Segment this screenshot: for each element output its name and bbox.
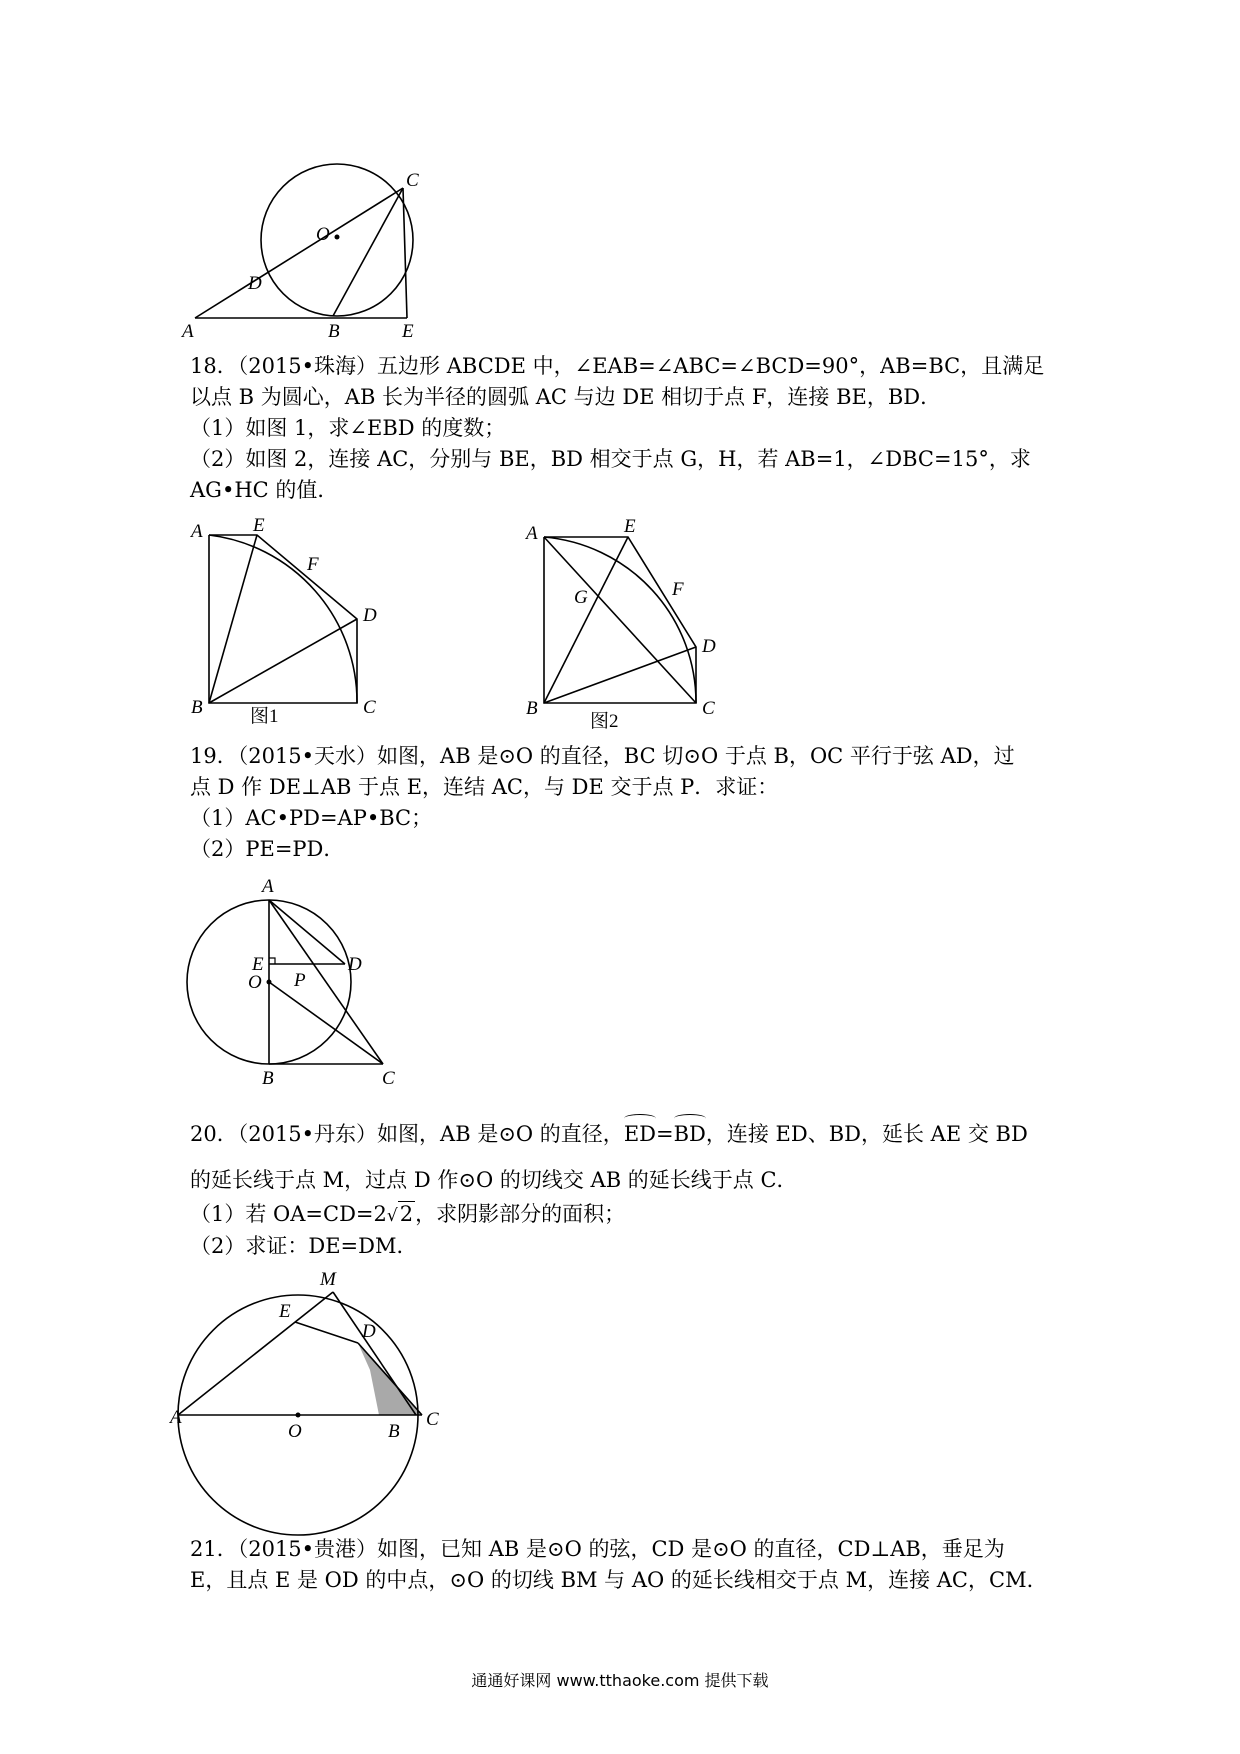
q20-line3-end: ，求阴影部分的面积； bbox=[415, 1202, 626, 1226]
sqrt-arg: 2 bbox=[399, 1202, 414, 1226]
center-dot bbox=[335, 235, 340, 240]
circle-o bbox=[261, 164, 413, 316]
label-b: B bbox=[388, 1421, 400, 1442]
q18-line2: 以点 B 为圆心，AB 长为半径的圆弧 AC 与边 DE 相切于点 F，连接 BE，BD． bbox=[190, 385, 942, 409]
arc-ed: ED bbox=[623, 1122, 656, 1146]
q20-line1-end: ，连接 ED、BD，延长 AE 交 BD bbox=[705, 1122, 1028, 1146]
label-e: E bbox=[279, 1301, 291, 1322]
label-e: E bbox=[253, 515, 265, 536]
label-d: D bbox=[348, 954, 362, 975]
label-a: A bbox=[170, 1407, 182, 1428]
label-e: E bbox=[402, 321, 414, 342]
segment-am bbox=[178, 1292, 333, 1415]
q18-line1: 18．（2015•珠海）五边形 ABCDE 中，∠EAB=∠ABC=∠BCD=90°，AB=BC，且满足 bbox=[190, 354, 1045, 378]
q20-line1 bbox=[190, 1120, 1028, 1148]
label-a: A bbox=[182, 321, 194, 342]
center-dot bbox=[267, 980, 272, 985]
q21-line1: 21．（2015•贵港）如图，已知 AB 是⊙O 的弦，CD 是⊙O 的直径，CD⊥AB，垂足为 bbox=[190, 1537, 1005, 1561]
q20-line4: （2）求证：DE=DM． bbox=[190, 1234, 418, 1258]
q19-line3: （1）AC•PD=AP•BC； bbox=[190, 806, 433, 830]
segment-bc bbox=[333, 188, 403, 316]
label-d: D bbox=[248, 273, 262, 294]
label-c: C bbox=[426, 1409, 439, 1430]
q20-line3 bbox=[190, 1200, 625, 1230]
center-dot bbox=[296, 1413, 301, 1418]
page-footer: 通通好课网 www.tthaoke.com 提供下载 bbox=[471, 1671, 769, 1690]
label-g: G bbox=[574, 587, 588, 608]
segment-oc bbox=[269, 982, 383, 1064]
figure-circle-q19 bbox=[180, 870, 410, 1090]
figure-pentagon-2 bbox=[520, 515, 730, 730]
segment-ac bbox=[195, 188, 403, 318]
label-f: F bbox=[672, 579, 684, 600]
label-d: D bbox=[702, 636, 716, 657]
label-b: B bbox=[191, 697, 203, 718]
label-m: M bbox=[320, 1269, 336, 1290]
label-e: E bbox=[624, 516, 636, 537]
q21-line2: E，且点 E 是 OD 的中点，⊙O 的切线 BM 与 AO 的延长线相交于点 M，连接 AC，CM． bbox=[190, 1568, 1048, 1592]
label-p: P bbox=[294, 970, 306, 991]
label-c: C bbox=[406, 170, 419, 191]
sqrt-sign: √ bbox=[386, 1206, 398, 1226]
q18-line3: （1）如图 1，求∠EBD 的度数； bbox=[190, 416, 506, 440]
arc-bd: BD bbox=[673, 1122, 706, 1146]
label-f: F bbox=[307, 554, 319, 575]
q20-equal: = bbox=[655, 1122, 674, 1146]
label-c: C bbox=[702, 698, 715, 719]
figure-pentagon-1 bbox=[185, 515, 395, 730]
label-o: O bbox=[316, 224, 330, 245]
segment-bd bbox=[209, 619, 357, 703]
segment-be bbox=[209, 535, 257, 703]
label-a: A bbox=[526, 523, 538, 544]
label-b: B bbox=[526, 698, 538, 719]
segment-ac bbox=[544, 537, 696, 703]
label-o: O bbox=[288, 1421, 302, 1442]
label-c: C bbox=[363, 697, 376, 718]
q19-line1: 19．（2015•天水）如图，AB 是⊙O 的直径，BC 切⊙O 于点 B，OC 平行于弦 AD，过 bbox=[190, 744, 1015, 768]
figure-circle-q20 bbox=[170, 1265, 440, 1520]
q20-line3-start: （1）若 OA=CD=2 bbox=[190, 1202, 387, 1226]
q19-line4: （2）PE=PD． bbox=[190, 837, 345, 861]
label-b: B bbox=[262, 1068, 274, 1089]
caption-fig1: 图1 bbox=[250, 706, 279, 727]
caption-fig2: 图2 bbox=[590, 711, 619, 732]
segment-mb bbox=[333, 1292, 416, 1415]
segment-ac bbox=[269, 900, 383, 1064]
q20-line2: 的延长线于点 M，过点 D 作⊙O 的切线交 AB 的延长线于点 C． bbox=[190, 1168, 798, 1192]
q20-line1-start: 20．（2015•丹东）如图，AB 是⊙O 的直径， bbox=[190, 1122, 624, 1146]
label-c: C bbox=[382, 1068, 395, 1089]
segment-be bbox=[544, 537, 628, 703]
segment-ed bbox=[295, 1322, 358, 1343]
right-angle-mark bbox=[269, 958, 275, 964]
arc-ac bbox=[209, 535, 357, 703]
q19-line2: 点 D 作 DE⊥AB 于点 E，连结 AC，与 DE 交于点 P．求证： bbox=[190, 775, 779, 799]
label-d: D bbox=[363, 605, 377, 626]
label-a: A bbox=[262, 876, 274, 897]
label-a: A bbox=[191, 521, 203, 542]
figure-circle-tangent-q17 bbox=[180, 160, 440, 350]
q18-line4: （2）如图 2，连接 AC，分别与 BE，BD 相交于点 G，H，若 AB=1，∠DBC=15°，求 bbox=[190, 447, 1031, 471]
label-d: D bbox=[362, 1321, 376, 1342]
label-o: O bbox=[248, 972, 262, 993]
label-b: B bbox=[328, 321, 340, 342]
label-e: E bbox=[252, 954, 264, 975]
segment-bd bbox=[544, 647, 696, 703]
q18-line5: AG•HC 的值． bbox=[190, 478, 339, 502]
